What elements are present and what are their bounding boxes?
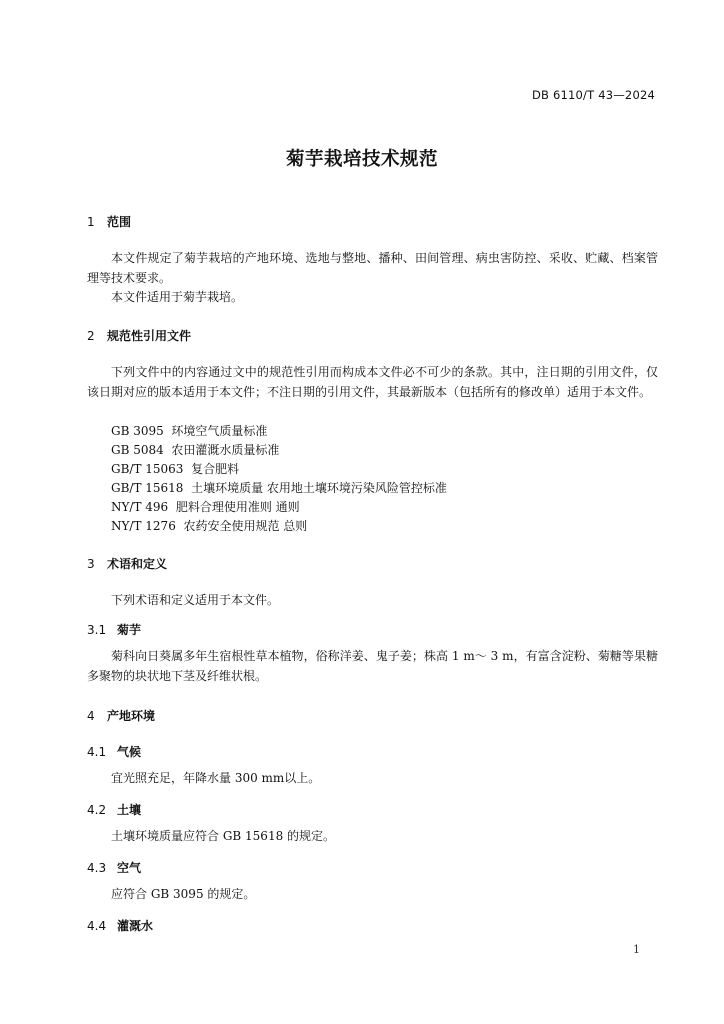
page-title: 菊芋栽培技术规范 bbox=[285, 149, 438, 170]
section-2-intro: 下列文件中的内容通过文中的规范性引用而构成本文件必不可少的条款。其中，注日期的引用文件，仅该日期对应的版本适用于本文件；不注日期的引用文件，其最新版本（包括所有的修改单）适用于本文件。 bbox=[87, 365, 658, 399]
section-3-1-number: 3.1 bbox=[87, 623, 107, 637]
section-4-1-title: 气候 bbox=[117, 745, 142, 759]
section-2-number: 2 bbox=[87, 329, 95, 343]
section-4-1-text: 宜光照充足，年降水量 300 mm以上。 bbox=[111, 771, 321, 785]
reference-item: GB 5084 农田灌溉水质量标准 bbox=[111, 443, 280, 457]
reference-item: GB 3095 环境空气质量标准 bbox=[111, 424, 268, 438]
section-3-1-heading bbox=[87, 621, 141, 638]
section-3-title: 术语和定义 bbox=[107, 557, 168, 571]
section-4-3-title: 空气 bbox=[117, 861, 142, 875]
section-4-3-heading bbox=[87, 859, 141, 876]
section-3-1-title: 菊芋 bbox=[117, 623, 142, 637]
section-1-para-2: 本文件适用于菊芋栽培。 bbox=[111, 290, 244, 304]
section-1-title: 范围 bbox=[107, 215, 132, 229]
section-2-title: 规范性引用文件 bbox=[107, 329, 192, 343]
section-4-heading bbox=[87, 707, 155, 724]
document-code: DB 6110/T 43—2024 bbox=[531, 88, 655, 102]
section-4-4-title: 灌溉水 bbox=[117, 919, 154, 933]
reference-item: NY/T 1276 农药安全使用规范 总则 bbox=[111, 519, 308, 533]
reference-item: NY/T 496 肥料合理使用准则 通则 bbox=[111, 500, 300, 514]
reference-item: GB/T 15618 土壤环境质量 农用地土壤环境污染风险管控标准 bbox=[111, 481, 447, 495]
section-2-heading bbox=[87, 327, 191, 344]
reference-item: GB/T 15063 复合肥料 bbox=[111, 462, 240, 476]
section-4-4-heading bbox=[87, 917, 153, 934]
section-4-2-text: 土壤环境质量应符合 GB 15618 的规定。 bbox=[111, 829, 336, 843]
section-4-1-heading bbox=[87, 743, 141, 760]
section-4-2-heading bbox=[87, 801, 141, 818]
page-number: 1 bbox=[633, 943, 640, 956]
section-3-number: 3 bbox=[87, 557, 95, 571]
section-1-heading bbox=[87, 213, 131, 230]
section-3-1-text: 菊科向日葵属多年生宿根性草本植物，俗称洋姜、鬼子姜；株高 1 m～ 3 m，有富含淀粉、菊糖等果糖多聚物的块状地下茎及纤维状根。 bbox=[87, 649, 658, 683]
section-4-3-text: 应符合 GB 3095 的规定。 bbox=[111, 887, 256, 901]
section-3-intro: 下列术语和定义适用于本文件。 bbox=[111, 593, 280, 607]
section-4-3-number: 4.3 bbox=[87, 861, 107, 875]
section-4-4-number: 4.4 bbox=[87, 919, 107, 933]
section-4-title: 产地环境 bbox=[107, 709, 156, 723]
section-4-1-number: 4.1 bbox=[87, 745, 107, 759]
section-1-para-1: 本文件规定了菊芋栽培的产地环境、选地与整地、播种、田间管理、病虫害防控、采收、贮藏、档案管理等技术要求。 bbox=[87, 251, 658, 285]
section-4-2-number: 4.2 bbox=[87, 803, 107, 817]
section-1-number: 1 bbox=[87, 215, 95, 229]
section-3-heading bbox=[87, 555, 167, 572]
section-4-number: 4 bbox=[87, 709, 95, 723]
section-4-2-title: 土壤 bbox=[117, 803, 142, 817]
